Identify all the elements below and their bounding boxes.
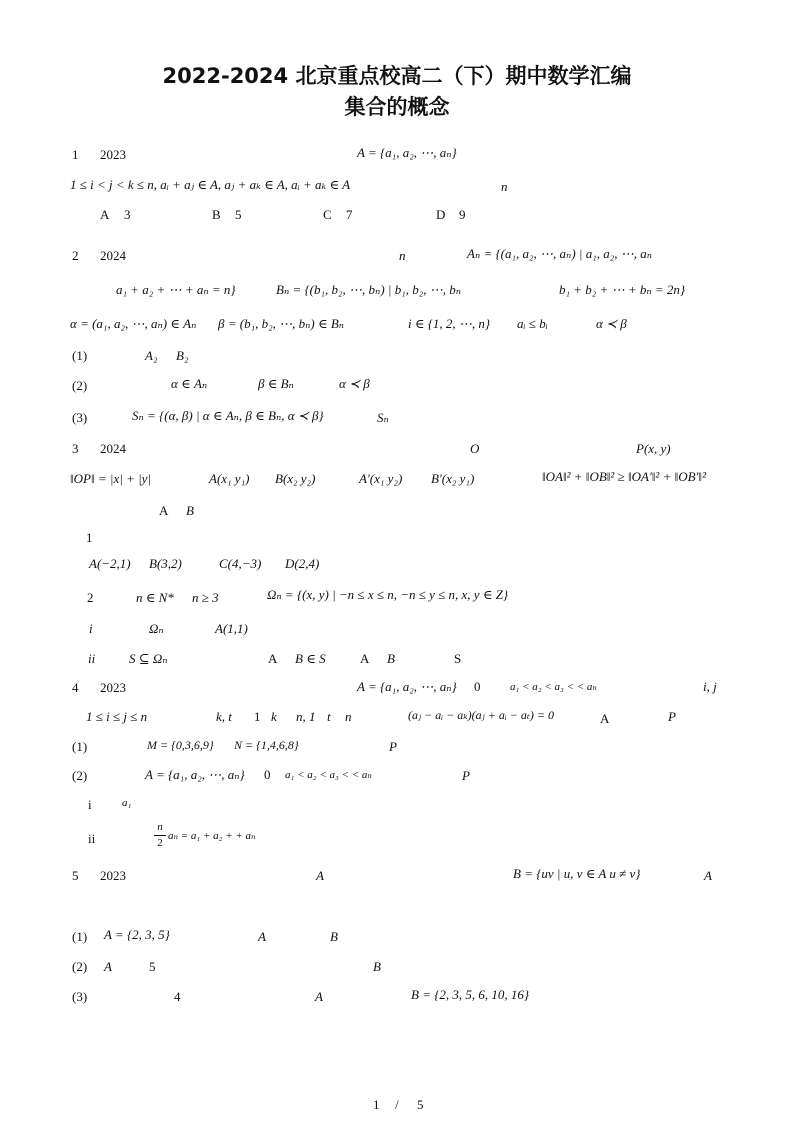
kt-vars: k, t [216,709,232,724]
question-year: 2023 [100,680,126,695]
condition-formula: 1 ≤ i < j < k ≤ n, aᵢ + aⱼ ∈ A, aⱼ + aₖ ∈ A, aᵢ + aₖ ∈ A [70,177,351,192]
document-subtitle: 集合的概念 [344,95,450,119]
n-one: n, 1 [296,709,316,724]
option-d-label: D [436,207,446,222]
sn-symbol: Sₙ [377,410,389,425]
question-year: 2024 [100,441,126,456]
label-a: A [159,503,169,518]
fraction-numerator: n [157,821,163,833]
point-b-coords: B(3,2) [149,556,182,571]
point-a: A(x₁ y₁) [209,471,250,486]
label-a: A [268,651,278,666]
label-a: A [704,868,712,883]
set-m: M = {0,3,6,9} [147,738,214,752]
zero-value: 0 [474,679,481,694]
label-a: A [104,959,112,974]
question-year: 2023 [100,868,126,883]
label-b: B [373,959,381,974]
norm-inequality: ‖OA‖² + ‖OB‖² ≥ ‖OA′‖² + ‖OB′‖² [542,469,706,484]
label-b: B [387,651,395,666]
n-in-naturals: n ∈ N* [136,590,174,605]
sum-b-formula: b₁ + b₂ + ⋯ + bₙ = 2n} [559,282,686,297]
point-p: P(x, y) [636,441,671,456]
t-var: t [327,709,331,724]
fraction-denominator: 2 [157,837,163,849]
n-ge-3: n ≥ 3 [192,590,219,605]
set-an-formula: Aₙ = {(a₁, a₂, ⋯, aₙ) | a₁, a₂, ⋯, aₙ [467,246,653,261]
sub-i-label: i [89,621,93,636]
alpha-formula: α = (a₁, a₂, ⋯, aₙ) ∈ Aₙ [70,316,197,331]
point-b: B(x₂ y₂) [275,471,316,486]
question-year: 2023 [100,147,126,162]
set-b-formula: B = {uv | u, v ∈ A u ≠ v} [513,866,641,881]
point-a-11: A(1,1) [215,621,248,636]
origin-symbol: O [470,441,480,456]
option-d-value: 9 [459,207,466,222]
sub-1-label: 1 [86,530,93,545]
product-equation: (aⱼ − aᵢ − aₖ)(aⱼ + aᵢ − aₜ) = 0 [408,708,554,722]
precedes-formula: α ≺ β [596,316,627,331]
omega-n-formula: Ωₙ = {(x, y) | −n ≤ x ≤ n, −n ≤ y ≤ n, x, y ∈ Z} [267,587,509,602]
alpha-in-an: α ∈ Aₙ [171,376,208,391]
option-c-value: 7 [346,207,353,222]
alpha-prec-beta: α ≺ β [339,376,370,391]
a2-symbol: A₂ [145,348,158,363]
one-value: 1 [254,709,261,724]
order-formula: a₁ < a₂ < a₃ < < aₙ [285,769,372,781]
option-a-value: 3 [124,207,131,222]
part-3-label: (3) [72,989,88,1004]
var-n: n [399,248,406,263]
part-2-label: (2) [72,959,88,974]
norm-formula: ‖OP‖ = |x| + |y| [70,471,152,486]
four-value: 4 [174,989,181,1004]
k-var: k [271,709,277,724]
label-b: B [330,929,338,944]
order-formula: a₁ < a₂ < a₃ < < aₙ [510,681,597,693]
option-b-value: 5 [235,207,242,222]
option-a-label: A [100,207,110,222]
question-number: 1 [72,147,79,162]
a1-symbol: a₁ [122,797,132,809]
fraction-n-over-2 [154,822,166,849]
label-a: A [360,651,370,666]
label-a: A [315,989,323,1004]
part-2-label: (2) [72,768,88,783]
document-title: 2022-2024 北京重点校高二（下）期中数学汇编 [162,64,632,88]
label-a: A [600,711,610,726]
label-p: P [389,739,397,754]
var-n: n [501,179,508,194]
omega-n-symbol: Ωₙ [149,621,164,636]
sum-equation: aₙ = a₁ + a₂ + + aₙ [168,830,256,842]
page-total: 5 [417,1097,424,1112]
page-number: 1 [373,1097,380,1112]
label-a: A [316,868,324,883]
sub-i-label: i [88,797,92,812]
b2-symbol: B₂ [176,348,189,363]
label-p: P [668,709,676,724]
point-a-coords: A(−2,1) [89,556,131,571]
part-3-label: (3) [72,410,88,425]
sub-2-label: 2 [87,590,94,605]
point-c-coords: C(4,−3) [219,556,262,571]
question-year: 2024 [100,248,126,263]
part-2-label: (2) [72,378,88,393]
set-a-formula: A = {a₁, a₂, ⋯, aₙ} [357,145,457,160]
beta-formula: β = (b₁, b₂, ⋯, bₙ) ∈ Bₙ [218,316,345,331]
index-formula: i ∈ {1, 2, ⋯, n} [408,316,491,331]
sub-ii-label: ii [88,831,96,846]
option-b-label: B [212,207,221,222]
question-number: 5 [72,868,79,883]
set-sn-formula: Sₙ = {(α, β) | α ∈ Aₙ, β ∈ Bₙ, α ≺ β} [132,408,324,423]
set-n: N = {1,4,6,8} [234,738,299,752]
beta-in-bn: β ∈ Bₙ [258,376,294,391]
label-a: A [258,929,266,944]
ij-vars: i, j [703,679,717,694]
set-a-formula: A = {a₁, a₂, ⋯, aₙ} [357,679,457,694]
point-b-prime: B′(x₂ y₁) [431,471,475,486]
page-separator: / [395,1097,399,1112]
point-d-coords: D(2,4) [285,556,320,571]
label-p: P [462,768,470,783]
zero-value: 0 [264,767,271,782]
part-1-label: (1) [72,739,88,754]
point-a-prime: A′(x₁ y₂) [359,471,403,486]
set-bn-formula: Bₙ = {(b₁, b₂, ⋯, bₙ) | b₁, b₂, ⋯, bₙ [276,282,462,297]
question-number: 3 [72,441,79,456]
question-number: 2 [72,248,79,263]
range-formula: 1 ≤ i ≤ j ≤ n [86,709,148,724]
part-1-label: (1) [72,929,88,944]
set-b-value: B = {2, 3, 5, 6, 10, 16} [411,987,530,1002]
b-in-s: B ∈ S [295,651,326,666]
label-s: S [454,651,462,666]
s-subset-omega: S ⊆ Ωₙ [129,651,168,666]
option-c-label: C [323,207,332,222]
question-number: 4 [72,680,79,695]
n-var: n [345,709,352,724]
five-value: 5 [149,959,156,974]
part-1-label: (1) [72,348,88,363]
sub-ii-label: ii [88,651,96,666]
set-a-value: A = {2, 3, 5} [104,927,170,942]
sum-a-formula: a₁ + a₂ + ⋯ + aₙ = n} [116,282,236,297]
set-a-formula: A = {a₁, a₂, ⋯, aₙ} [145,767,245,782]
label-b: B [186,503,194,518]
inequality-formula: aᵢ ≤ bᵢ [517,316,548,331]
